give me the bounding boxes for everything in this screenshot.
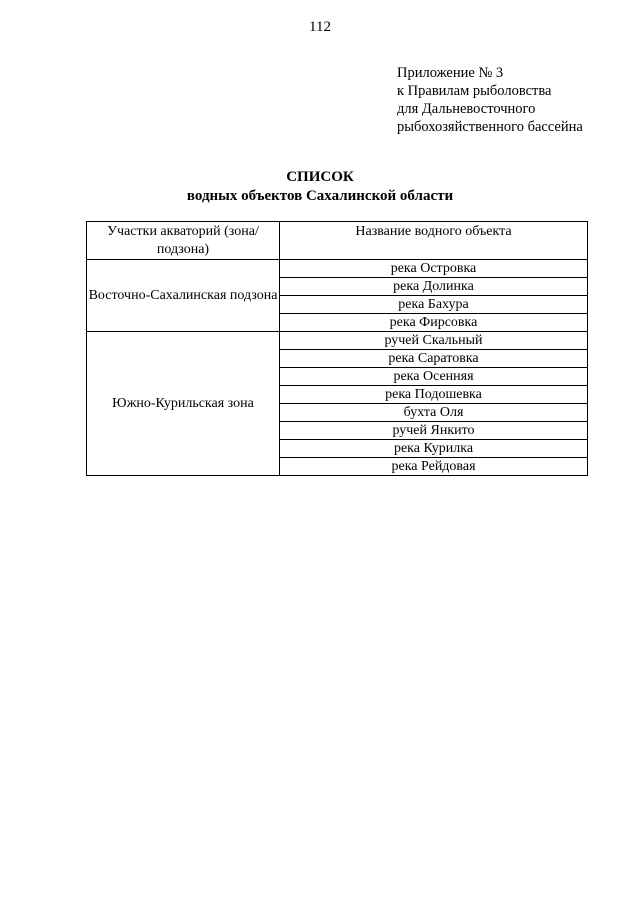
appendix-line: Приложение № 3	[397, 65, 504, 81]
header-water-object: Название водного объекта	[280, 222, 588, 260]
title-heading: СПИСОК	[286, 169, 354, 185]
table-row	[87, 260, 588, 278]
table-row	[87, 332, 588, 350]
water-object-cell: ручей Янкито	[280, 422, 588, 440]
appendix-line: рыбохозяйственного бассейна	[397, 119, 583, 135]
title-subheading: водных объектов Сахалинской области	[186, 188, 454, 204]
header-zone: Участки акваторий (зона/подзона)	[87, 222, 280, 260]
water-object-cell: река Курилка	[280, 440, 588, 458]
appendix-line: к Правилам рыболовства	[397, 83, 552, 99]
water-object-cell: река Островка	[280, 260, 588, 278]
water-object-cell: река Бахура	[280, 296, 588, 314]
document-title	[0, 168, 640, 206]
zone-cell: Восточно-Сахалинская подзона	[87, 260, 280, 332]
water-objects-table	[86, 221, 588, 476]
water-object-cell: река Осенняя	[280, 368, 588, 386]
water-object-cell: река Саратовка	[280, 350, 588, 368]
table-header-row	[87, 222, 588, 260]
water-object-cell: бухта Оля	[280, 404, 588, 422]
page-number: 112	[309, 19, 331, 35]
water-object-cell: река Рейдовая	[280, 458, 588, 476]
water-object-cell: река Долинка	[280, 278, 588, 296]
water-object-cell: ручей Скальный	[280, 332, 588, 350]
water-object-cell: река Подошевка	[280, 386, 588, 404]
appendix-note	[397, 64, 583, 136]
appendix-line: для Дальневосточного	[397, 101, 536, 117]
zone-cell: Южно-Курильская зона	[87, 332, 280, 476]
water-object-cell: река Фирсовка	[280, 314, 588, 332]
